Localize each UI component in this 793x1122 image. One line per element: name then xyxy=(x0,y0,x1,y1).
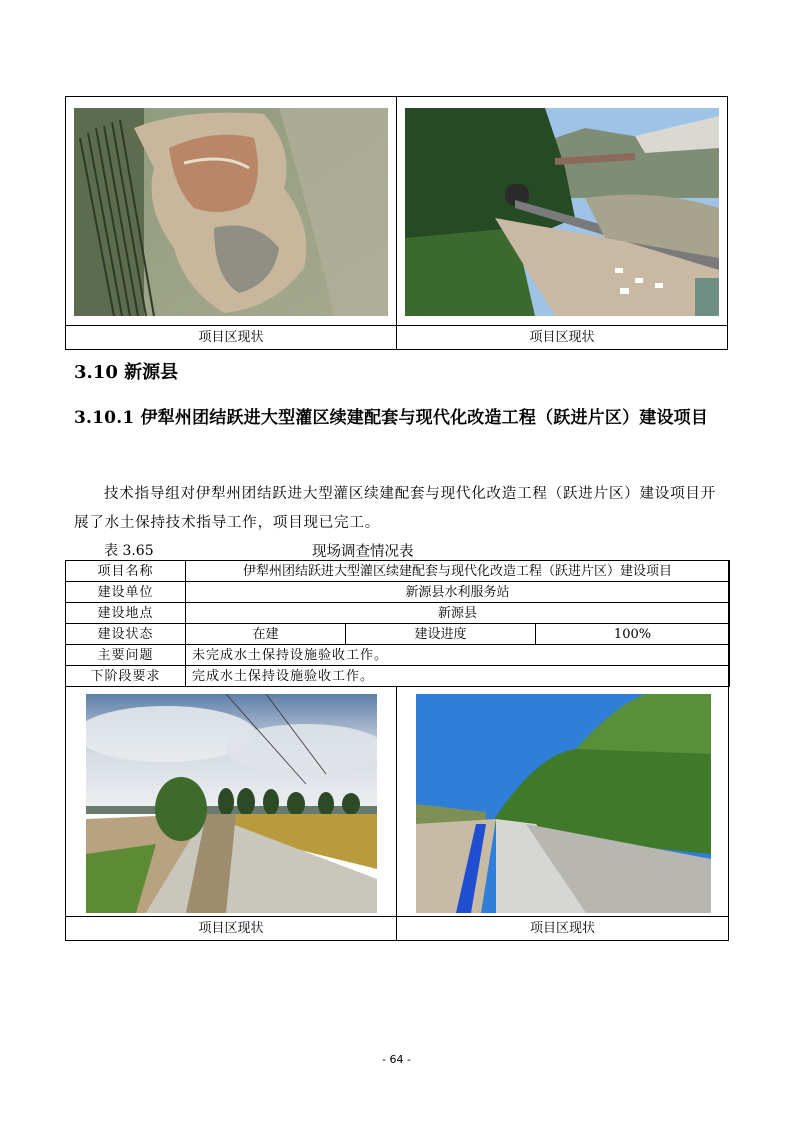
project-name-value: 伊犁州团结跃进大型灌区续建配套与现代化改造工程（跃进片区）建设项目 xyxy=(186,561,730,582)
progress-label: 建设进度 xyxy=(346,624,536,645)
status-label: 建设状态 xyxy=(66,624,186,645)
unit-label: 建设单位 xyxy=(66,582,186,603)
table-photo-row xyxy=(65,686,729,941)
table-row xyxy=(66,645,730,666)
location-value: 新源县 xyxy=(186,603,730,624)
next-stage-value: 完成水土保持设施验收工作。 xyxy=(186,666,730,687)
table-photo-cell-left xyxy=(66,686,397,940)
table-row xyxy=(66,582,730,603)
next-stage-label: 下阶段要求 xyxy=(66,666,186,687)
table-row xyxy=(66,624,730,645)
unit-value: 新源县水利服务站 xyxy=(186,582,730,603)
table-photo-caption-left: 项目区现状 xyxy=(66,916,396,940)
mountain-tunnel-photo xyxy=(405,108,719,316)
table-number: 表 3.65 xyxy=(104,543,154,559)
table-title: 现场调查情况表 xyxy=(312,544,414,560)
body-paragraph: 技术指导组对伊犁州团结跃进大型灌区续建配套与现代化改造工程（跃进片区）建设项目开展了水土保持技术指导工作，项目现已完工。 xyxy=(74,486,716,531)
canal-poplar-photo xyxy=(416,694,711,913)
progress-value: 100% xyxy=(536,624,730,645)
table-row xyxy=(66,603,730,624)
top-photo-cell-right xyxy=(397,97,727,349)
location-label: 建设地点 xyxy=(66,603,186,624)
survey-info-table xyxy=(65,560,730,687)
top-photo-cell-left xyxy=(66,97,397,349)
issues-label: 主要问题 xyxy=(66,645,186,666)
top-photo-caption-right: 项目区现状 xyxy=(397,325,727,349)
table-photo-caption-right: 项目区现状 xyxy=(397,916,728,940)
subsection-heading: 3.10.1 伊犁州团结跃进大型灌区续建配套与现代化改造工程（跃进片区）建设项目 xyxy=(74,408,709,428)
table-photo-cell-right xyxy=(397,686,728,940)
issues-value: 未完成水土保持设施验收工作。 xyxy=(186,645,730,666)
project-name-label: 项目名称 xyxy=(66,561,186,582)
section-heading: 3.10 新源县 xyxy=(74,362,179,383)
canal-field-photo xyxy=(86,694,377,913)
aerial-site-photo xyxy=(74,108,388,316)
top-photo-caption-left: 项目区现状 xyxy=(66,325,396,349)
table-row xyxy=(66,561,730,582)
status-value: 在建 xyxy=(186,624,346,645)
table-row xyxy=(66,666,730,687)
top-photo-table xyxy=(65,96,728,350)
page-number: - 64 - xyxy=(382,1053,411,1066)
